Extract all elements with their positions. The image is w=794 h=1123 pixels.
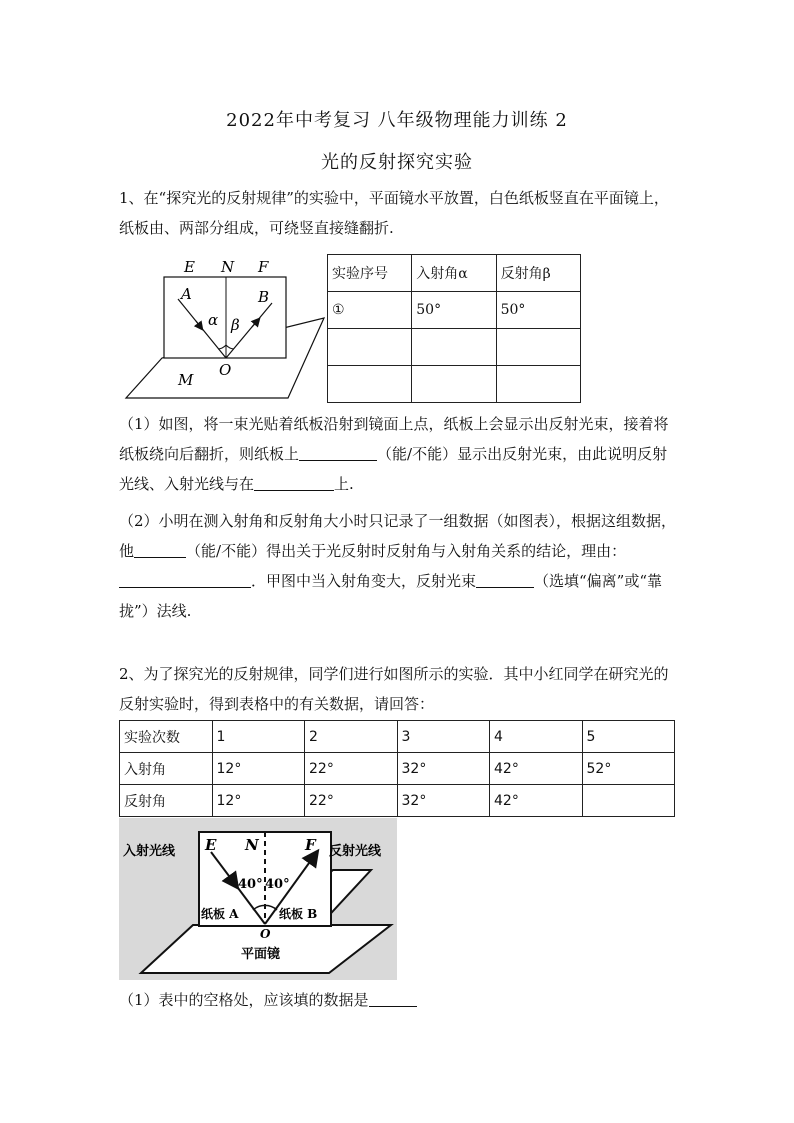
table-cell: ① bbox=[328, 292, 412, 329]
table-row bbox=[120, 753, 675, 785]
table-cell: 12° bbox=[212, 785, 305, 817]
q1-intro bbox=[119, 183, 677, 243]
q1-data-table bbox=[327, 254, 581, 403]
table-cell: 反射角 bbox=[120, 785, 213, 817]
table-cell: 22° bbox=[305, 785, 398, 817]
q1-part1 bbox=[119, 409, 677, 499]
label-alpha: α bbox=[208, 311, 219, 329]
table-cell: 32° bbox=[397, 753, 490, 785]
q1-p1-a: （1）如图，将一束光贴着纸板沿射到镜面上点，纸板上会显示出反射光束，接着将纸板绕向后翻折，则纸板上 bbox=[119, 415, 669, 463]
label-F: F bbox=[305, 836, 316, 854]
answer-blank[interactable] bbox=[254, 472, 334, 491]
q1-p1-c: 上. bbox=[334, 475, 354, 493]
q2-p1: （1）表中的空格处，应该填的数据是 bbox=[119, 991, 369, 1009]
table-cell bbox=[412, 366, 496, 403]
answer-blank[interactable] bbox=[476, 569, 534, 588]
q1-part2 bbox=[119, 506, 677, 626]
label-angle-right: 40° bbox=[265, 877, 290, 892]
label-board-a: 纸板 A bbox=[201, 907, 239, 921]
label-M: M bbox=[178, 371, 194, 389]
table-cell: 4 bbox=[490, 721, 583, 753]
table-cell: 52° bbox=[582, 753, 675, 785]
q1-part1-text bbox=[119, 409, 677, 499]
label-board-b: 纸板 B bbox=[279, 907, 318, 921]
answer-blank[interactable] bbox=[119, 569, 251, 588]
table-header: 实验序号 bbox=[328, 255, 412, 292]
q2-data-table bbox=[119, 720, 675, 817]
worksheet-title: 2022年中考复习 八年级物理能力训练 2 bbox=[226, 110, 568, 131]
label-mirror: 平面镜 bbox=[241, 947, 281, 962]
table-cell: 5 bbox=[582, 721, 675, 753]
label-incident-ray: 入射光线 bbox=[123, 844, 176, 859]
table-row bbox=[120, 785, 675, 817]
q1-figure bbox=[124, 255, 330, 401]
answer-blank[interactable] bbox=[134, 539, 186, 558]
table-cell: 1 bbox=[212, 721, 305, 753]
q2-intro bbox=[119, 659, 677, 719]
answer-blank[interactable] bbox=[299, 442, 377, 461]
q1-p2-c: ．甲图中当入射角变大，反射光束 bbox=[251, 572, 477, 590]
table-row bbox=[328, 329, 581, 366]
section-title: 光的反射探究实验 bbox=[321, 152, 473, 173]
q2-figure bbox=[119, 818, 397, 980]
table-cell: 32° bbox=[397, 785, 490, 817]
table-cell: 3 bbox=[397, 721, 490, 753]
table-cell: 22° bbox=[305, 753, 398, 785]
table-cell: 12° bbox=[212, 753, 305, 785]
table-cell: 42° bbox=[490, 785, 583, 817]
table-row bbox=[328, 292, 581, 329]
table-cell bbox=[582, 785, 675, 817]
label-N: N bbox=[221, 258, 235, 276]
label-O: O bbox=[219, 361, 232, 379]
label-beta: β bbox=[231, 316, 240, 334]
q2-part1-text bbox=[119, 985, 677, 1015]
answer-blank[interactable] bbox=[369, 988, 417, 1007]
table-cell: 2 bbox=[305, 721, 398, 753]
table-cell bbox=[496, 366, 580, 403]
table-cell: 实验次数 bbox=[120, 721, 213, 753]
q1-p2-b: （能/不能）得出关于光反射时反射角与入射角关系的结论，理由： bbox=[186, 542, 627, 560]
q1-intro-text: 1、在“探究光的反射规律”的实验中，平面镜水平放置，白色纸板竖直在平面镜上，纸板由、两部分组成，可绕竖直接缝翻折. bbox=[119, 189, 669, 237]
table-cell bbox=[496, 329, 580, 366]
table-row bbox=[120, 721, 675, 753]
q1-p1-b: （能/不能）显示出反射光束，由此说明反射光线、入射光线与在 bbox=[119, 445, 668, 493]
label-B: B bbox=[258, 288, 270, 306]
label-A: A bbox=[181, 285, 192, 303]
label-reflected-ray: 反射光线 bbox=[329, 844, 382, 859]
table-header: 入射角α bbox=[412, 255, 496, 292]
label-N: N bbox=[245, 836, 259, 854]
table-header: 反射角β bbox=[496, 255, 580, 292]
table-cell: 50° bbox=[412, 292, 496, 329]
table-cell bbox=[328, 329, 412, 366]
q1-p2-d: （选填“偏离”或“靠拢”）法线. bbox=[119, 572, 663, 620]
q1-p2-a: （2）小明在测入射角和反射角大小时只记录了一组数据（如图表），根据这组数据，他 bbox=[119, 512, 677, 560]
table-cell bbox=[412, 329, 496, 366]
label-E: E bbox=[184, 258, 195, 276]
q1-part2-text bbox=[119, 506, 677, 626]
label-O: O bbox=[260, 927, 271, 941]
table-cell: 入射角 bbox=[120, 753, 213, 785]
q2-intro-text: 2、为了探究光的反射规律，同学们进行如图所示的实验．其中小红同学在研究光的反射实验时，得到表格中的有关数据，请回答： bbox=[119, 665, 669, 713]
q2-part1 bbox=[119, 985, 677, 1015]
table-cell: 42° bbox=[490, 753, 583, 785]
label-angle-left: 40° bbox=[238, 877, 263, 892]
table-cell bbox=[328, 366, 412, 403]
label-F: F bbox=[258, 258, 269, 276]
label-E: E bbox=[205, 836, 217, 854]
table-row bbox=[328, 255, 581, 292]
table-cell: 50° bbox=[496, 292, 580, 329]
table-row bbox=[328, 366, 581, 403]
